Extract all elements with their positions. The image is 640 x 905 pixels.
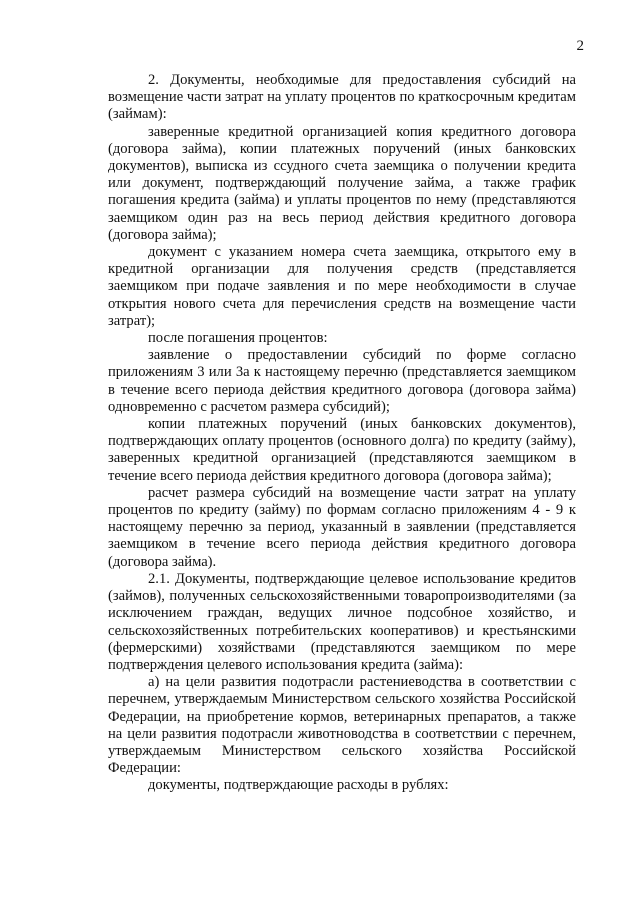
paragraph-4: после погашения процентов: xyxy=(148,330,328,347)
paragraph-6: копии платежных поручений (иных банковских документов), подтверждающих оплату процентов (основного долга) по кредиту (займу), заверенных кредитной организацией (представляются заемщиком в течение всего периода действия кредитного договора (договора займа); xyxy=(108,416,576,484)
paragraph-1: 2. Документы, необходимые для предоставления субсидий на возмещение части затрат на уплату процентов по краткосрочным кредитам (займам): xyxy=(108,72,576,123)
paragraph-8: 2.1. Документы, подтверждающие целевое использование кредитов (займов), полученных сельскохозяйственными товаропроизводителями (за исключением граждан, ведущих личное подсобное хозяйство, и сельскохозяйственных потребительских кооперативов) и крестьянскими (фермерскими) хозяйствами (представляются заемщиком по мере подтверждения целевого использования кредита (займа): xyxy=(108,570,576,673)
paragraph-2: заверенные кредитной организацией копия кредитного договора (договора займа), копии платежных поручений (иных банковских документов), выписка из ссудного счета заемщика о получении кредита или документ, подтверждающий получение займа, а также график погашения кредита (займа) и уплаты процентов по нему (представляются заемщиком один раз на весь период действия кредитного договора (договора займа); xyxy=(108,123,576,243)
page-number: 2 xyxy=(576,38,584,54)
paragraph-3: документ с указанием номера счета заемщика, открытого ему в кредитной организации для получения средств (представляется заемщиком при подаче заявления и по мере необходимости в случае открытия нового счета для перечисления средств на возмещение части затрат); xyxy=(108,244,576,329)
paragraph-9: а) на цели развития подотрасли растениеводства в соответствии с перечнем, утверждаемым Министерством сельского хозяйства Российской Федерации, на приобретение кормов, ветеринарных препаратов, а также на цели развития подотрасли животноводства в соответствии с перечнем, утверждаемым Министерством сельского хозяйства Российской Федерации: xyxy=(108,674,576,777)
paragraph-7: расчет размера субсидий на возмещение части затрат на уплату процентов по кредиту (займу) по формам согласно приложениям 4 - 9 к настоящему перечню за период, указанный в заявлении (представляется заемщиком в течение всего периода действия кредитного договора (договора займа). xyxy=(108,484,576,570)
paragraph-10: документы, подтверждающие расходы в рублях: xyxy=(148,777,449,794)
paragraph-5: заявление о предоставлении субсидий по форме согласно приложениям 3 или 3а к настоящему перечню (представляется заемщиком в течение всего периода действия кредитного договора (договора займа) одновременно с расчетом размера субсидий); xyxy=(108,347,576,415)
document-body xyxy=(108,72,576,795)
